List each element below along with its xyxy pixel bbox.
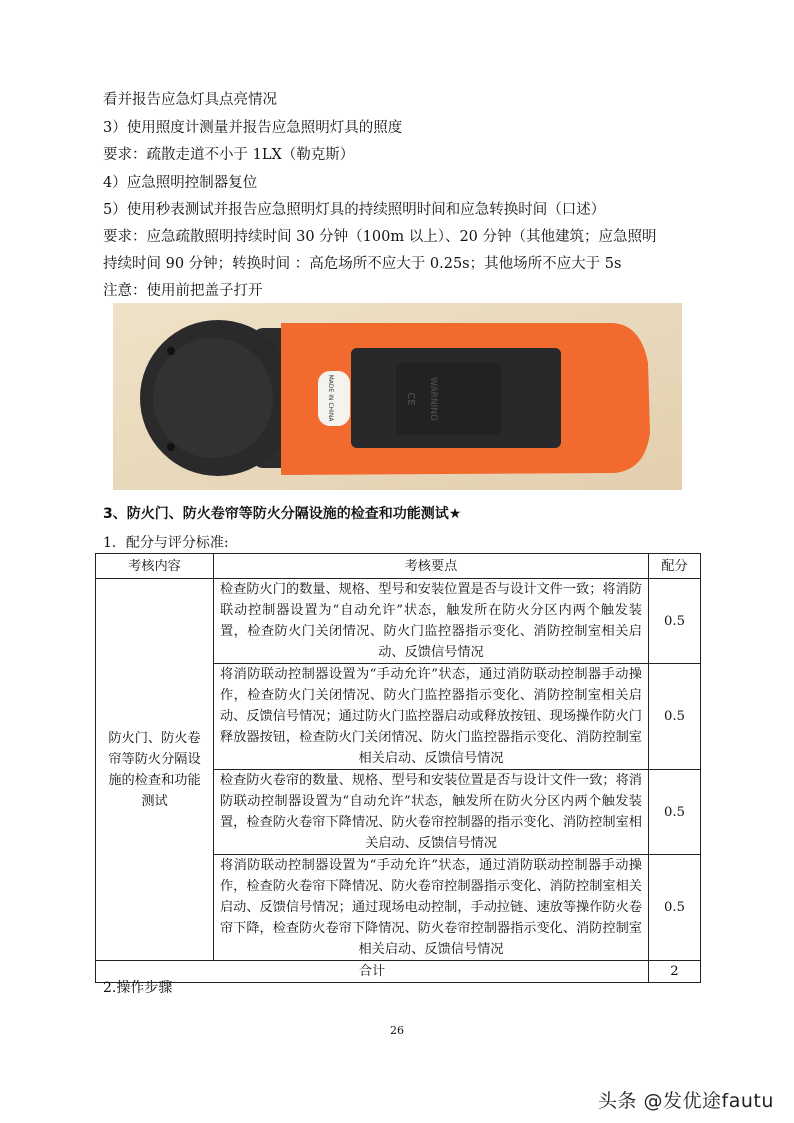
intro-line: 注意：使用前把盖子打开 — [103, 283, 263, 299]
intro-line: 看并报告应急灯具点亮情况 — [103, 92, 277, 108]
intro-line: 4）应急照明控制器复位 — [103, 175, 258, 191]
ce-mark-icon: CE — [405, 392, 416, 406]
intro-line: 要求：应急疏散照明持续时间 30 分钟（100m 以上）、20 分钟（其他建筑；应急照明 — [103, 229, 657, 245]
light-meter-photo — [113, 303, 682, 490]
points-cell: 0.5 — [649, 664, 701, 770]
total-label: 合计 — [96, 961, 649, 983]
criteria-cell: 检查防火卷帘的数量、规格、型号和安装位置是否与设计文件一致；将消防联动控制器设置为“自动允许”状态，触发所在防火分区内两个触发装置，检查防火卷帘下降情况、防火卷帘控制器的指示变化、消防控制室相关启动、反馈信号情况 — [214, 770, 649, 855]
header-cell: 考核要点 — [214, 554, 649, 579]
points-cell: 0.5 — [649, 855, 701, 961]
section-heading: 3、防火门、防火卷帘等防火分隔设施的检查和功能测试★ — [103, 506, 462, 522]
table-header-row — [96, 554, 701, 579]
watermark: 头条 @发优途fautu — [598, 1090, 774, 1112]
intro-line: 要求：疏散走道不小于 1LX（勒克斯） — [103, 147, 355, 163]
criteria-cell: 将消防联动控制器设置为“手动允许”状态，通过消防联动控制器手动操作，检查防火卷帘下降情况、防火卷帘控制器指示变化、消防控制室相关启动、反馈信号情况；通过现场电动控制，手动拉链、速放等操作防火卷帘下降，检查防火卷帘下降情况、防火卷帘控制器指示变化、消防控制室相关启动、反馈信号情况 — [214, 855, 649, 961]
points-cell: 0.5 — [649, 770, 701, 855]
total-points: 2 — [649, 961, 701, 983]
header-cell: 配分 — [649, 554, 701, 579]
subheading: 1．配分与评分标准: — [103, 535, 229, 551]
warning-label: WARNING — [428, 377, 438, 421]
intro-line: 3）使用照度计测量并报告应急照明灯具的照度 — [103, 120, 403, 136]
category-cell: 防火门、防火卷帘等防火分隔设施的检查和功能测试 — [96, 579, 214, 961]
header-cell: 考核内容 — [96, 554, 214, 579]
intro-line: 5）使用秒表测试并报告应急照明灯具的持续照明时间和应急转换时间（口述） — [103, 202, 606, 218]
criteria-cell: 将消防联动控制器设置为“手动允许”状态，通过消防联动控制器手动操作，检查防火门关闭情况、防火门监控器指示变化、消防控制室相关启动、反馈信号情况；通过防火门监控器启动或释放按钮、现场操作防火门释放器按钮，检查防火门关闭情况、防火门监控器指示变化、消防控制室相关启动、反馈信号情况 — [214, 664, 649, 770]
intro-line: 持续时间 90 分钟；转换时间 ：高危场所不应大于 0.25s；其他场所不应大于 5s — [103, 256, 622, 272]
points-cell: 0.5 — [649, 579, 701, 664]
table-row — [96, 579, 701, 664]
total-row — [96, 961, 701, 983]
scoring-table — [95, 553, 701, 983]
page-number: 26 — [390, 1024, 404, 1037]
criteria-cell: 检查防火门的数量、规格、型号和安装位置是否与设计文件一致；将消防联动控制器设置为“自动允许”状态，触发所在防火分区内两个触发装置，检查防火门关闭情况、防火门监控器指示变化、消防控制室相关启动、反馈信号情况 — [214, 579, 649, 664]
made-in-china-label: MADE IN CHINA — [327, 374, 334, 422]
steps-heading: 2.操作步骤 — [103, 980, 173, 996]
